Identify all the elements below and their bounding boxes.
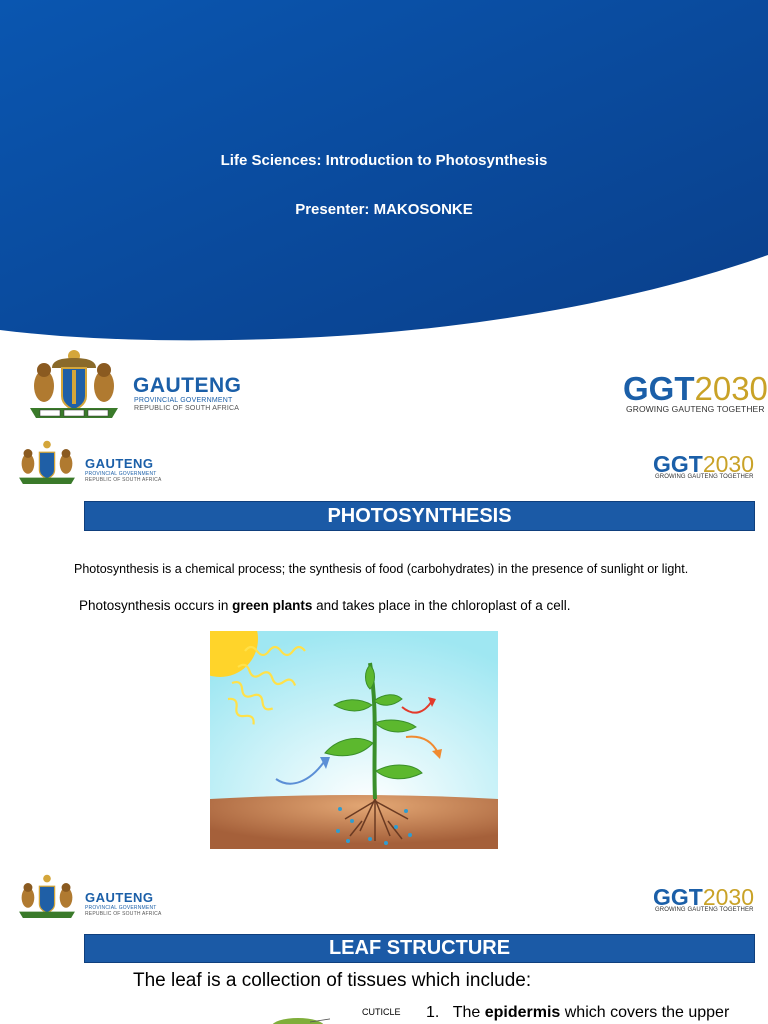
- location-text-post: and takes place in the chloroplast of a cell.: [312, 598, 571, 613]
- ggt-tagline: GROWING GAUTENG TOGETHER: [655, 474, 754, 480]
- list-text-pre: The: [452, 1004, 485, 1021]
- location-text-bold: green plants: [232, 598, 313, 613]
- cuticle-label: CUTICLE: [362, 1007, 401, 1017]
- coat-of-arms-icon: [14, 872, 80, 922]
- republic-text: REPUBLIC OF SOUTH AFRICA: [85, 477, 162, 483]
- photosynthesis-location: [79, 598, 571, 613]
- presenter-name: Presenter: MAKOSONKE: [295, 201, 473, 218]
- coat-of-arms-icon: [14, 438, 80, 488]
- gauteng-logo-text: GAUTENG: [133, 374, 242, 397]
- gauteng-logo-text: GAUTENG: [85, 890, 154, 905]
- leaf-intro-text: The leaf is a collection of tissues which include:: [133, 970, 532, 991]
- ggt2030-logo: [623, 371, 768, 407]
- list-item-epidermis: [426, 1004, 729, 1022]
- ggt-year: 2030: [694, 370, 768, 407]
- location-text-pre: Photosynthesis occurs in: [79, 598, 233, 613]
- photosynthesis-definition: Photosynthesis is a chemical process; the synthesis of food (carbohydrates) in the presence of sunlight or light.: [74, 562, 689, 576]
- ggt-year: 2030: [702, 451, 755, 477]
- coat-of-arms-icon: [22, 346, 126, 424]
- list-text-post: which covers the upper: [560, 1004, 730, 1021]
- republic-text: REPUBLIC OF SOUTH AFRICA: [85, 911, 162, 917]
- ggt-text: GGT: [653, 884, 703, 910]
- gauteng-logo-text: GAUTENG: [85, 456, 154, 471]
- presentation-title: Life Sciences: Introduction to Photosynthesis: [220, 152, 548, 169]
- provincial-government-text: PROVINCIAL GOVERNMENT: [85, 905, 157, 911]
- ggt-tagline: GROWING GAUTENG TOGETHER: [626, 404, 765, 414]
- republic-text: REPUBLIC OF SOUTH AFRICA: [134, 405, 240, 412]
- ggt-tagline: GROWING GAUTENG TOGETHER: [655, 907, 754, 913]
- section-heading-photosynthesis: PHOTOSYNTHESIS: [84, 501, 755, 531]
- provincial-government-text: PROVINCIAL GOVERNMENT: [134, 397, 233, 404]
- leaf-cross-section-diagram: [270, 1014, 330, 1024]
- provincial-government-text: PROVINCIAL GOVERNMENT: [85, 471, 157, 477]
- list-text-bold: epidermis: [484, 1004, 561, 1021]
- ggt-text: GGT: [623, 370, 695, 407]
- list-number: 1.: [426, 1004, 440, 1021]
- title-slide-banner: [0, 0, 768, 345]
- ggt-year: 2030: [702, 884, 755, 910]
- plant-photosynthesis-illustration: [210, 631, 498, 849]
- ggt-text: GGT: [653, 451, 703, 477]
- section-heading-leaf-structure: LEAF STRUCTURE: [84, 934, 755, 963]
